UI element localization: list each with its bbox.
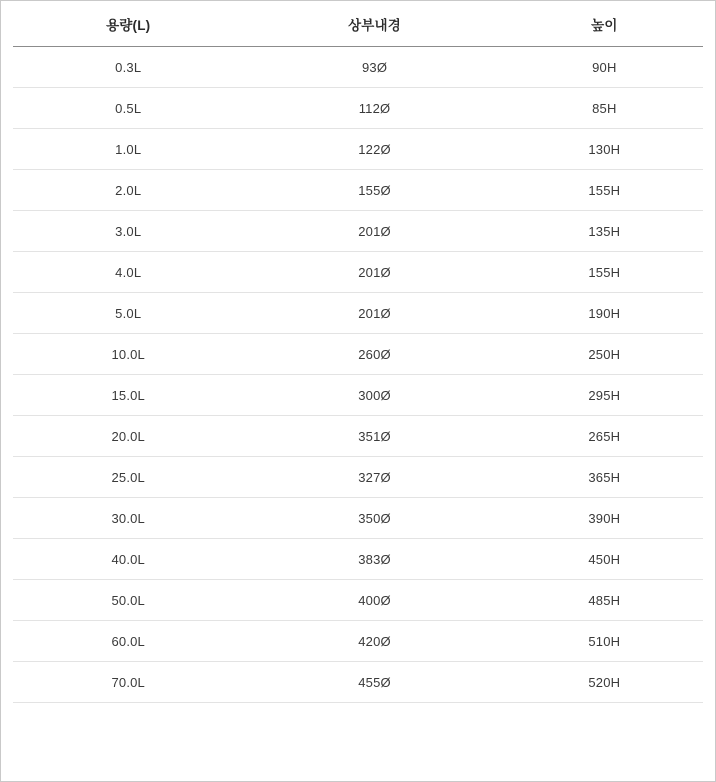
table-row xyxy=(13,621,703,662)
cell-height: 450H xyxy=(506,539,703,580)
cell-top-inner-diameter: 400Ø xyxy=(243,580,505,621)
cell-capacity: 60.0L xyxy=(13,621,243,662)
cell-capacity: 0.5L xyxy=(13,88,243,129)
cell-height: 485H xyxy=(506,580,703,621)
cell-top-inner-diameter: 155Ø xyxy=(243,170,505,211)
cell-top-inner-diameter: 201Ø xyxy=(243,293,505,334)
cell-height: 155H xyxy=(506,170,703,211)
cell-capacity: 10.0L xyxy=(13,334,243,375)
table-row xyxy=(13,170,703,211)
table-row xyxy=(13,498,703,539)
cell-capacity: 3.0L xyxy=(13,211,243,252)
cell-top-inner-diameter: 350Ø xyxy=(243,498,505,539)
cell-top-inner-diameter: 122Ø xyxy=(243,129,505,170)
cell-capacity: 4.0L xyxy=(13,252,243,293)
cell-height: 265H xyxy=(506,416,703,457)
table-row xyxy=(13,88,703,129)
cell-top-inner-diameter: 300Ø xyxy=(243,375,505,416)
cell-top-inner-diameter: 260Ø xyxy=(243,334,505,375)
cell-top-inner-diameter: 327Ø xyxy=(243,457,505,498)
column-header-capacity: 용량(L) xyxy=(13,1,243,47)
cell-capacity: 2.0L xyxy=(13,170,243,211)
table-row xyxy=(13,375,703,416)
cell-top-inner-diameter: 201Ø xyxy=(243,211,505,252)
cell-height: 510H xyxy=(506,621,703,662)
column-header-height: 높이 xyxy=(506,1,703,47)
cell-height: 130H xyxy=(506,129,703,170)
table-body xyxy=(13,47,703,703)
cell-height: 520H xyxy=(506,662,703,703)
cell-capacity: 70.0L xyxy=(13,662,243,703)
cell-top-inner-diameter: 420Ø xyxy=(243,621,505,662)
cell-height: 295H xyxy=(506,375,703,416)
cell-top-inner-diameter: 351Ø xyxy=(243,416,505,457)
table-row xyxy=(13,334,703,375)
cell-height: 250H xyxy=(506,334,703,375)
cell-height: 365H xyxy=(506,457,703,498)
column-header-top-inner-diameter: 상부내경 xyxy=(243,1,505,47)
cell-top-inner-diameter: 112Ø xyxy=(243,88,505,129)
table-row xyxy=(13,539,703,580)
cell-height: 90H xyxy=(506,47,703,88)
table-row xyxy=(13,47,703,88)
cell-top-inner-diameter: 201Ø xyxy=(243,252,505,293)
table-row xyxy=(13,129,703,170)
table-row xyxy=(13,662,703,703)
cell-height: 135H xyxy=(506,211,703,252)
cell-top-inner-diameter: 383Ø xyxy=(243,539,505,580)
table-row xyxy=(13,580,703,621)
cell-capacity: 25.0L xyxy=(13,457,243,498)
cell-height: 155H xyxy=(506,252,703,293)
cell-top-inner-diameter: 455Ø xyxy=(243,662,505,703)
table-header xyxy=(13,1,703,47)
specification-table xyxy=(13,1,703,703)
table-row xyxy=(13,416,703,457)
cell-capacity: 30.0L xyxy=(13,498,243,539)
cell-capacity: 50.0L xyxy=(13,580,243,621)
cell-height: 85H xyxy=(506,88,703,129)
table-row xyxy=(13,252,703,293)
cell-capacity: 0.3L xyxy=(13,47,243,88)
table-row xyxy=(13,457,703,498)
cell-capacity: 20.0L xyxy=(13,416,243,457)
cell-height: 190H xyxy=(506,293,703,334)
cell-height: 390H xyxy=(506,498,703,539)
cell-capacity: 1.0L xyxy=(13,129,243,170)
table-header-row xyxy=(13,1,703,47)
cell-capacity: 40.0L xyxy=(13,539,243,580)
cell-top-inner-diameter: 93Ø xyxy=(243,47,505,88)
cell-capacity: 15.0L xyxy=(13,375,243,416)
table-row xyxy=(13,211,703,252)
table-row xyxy=(13,293,703,334)
cell-capacity: 5.0L xyxy=(13,293,243,334)
